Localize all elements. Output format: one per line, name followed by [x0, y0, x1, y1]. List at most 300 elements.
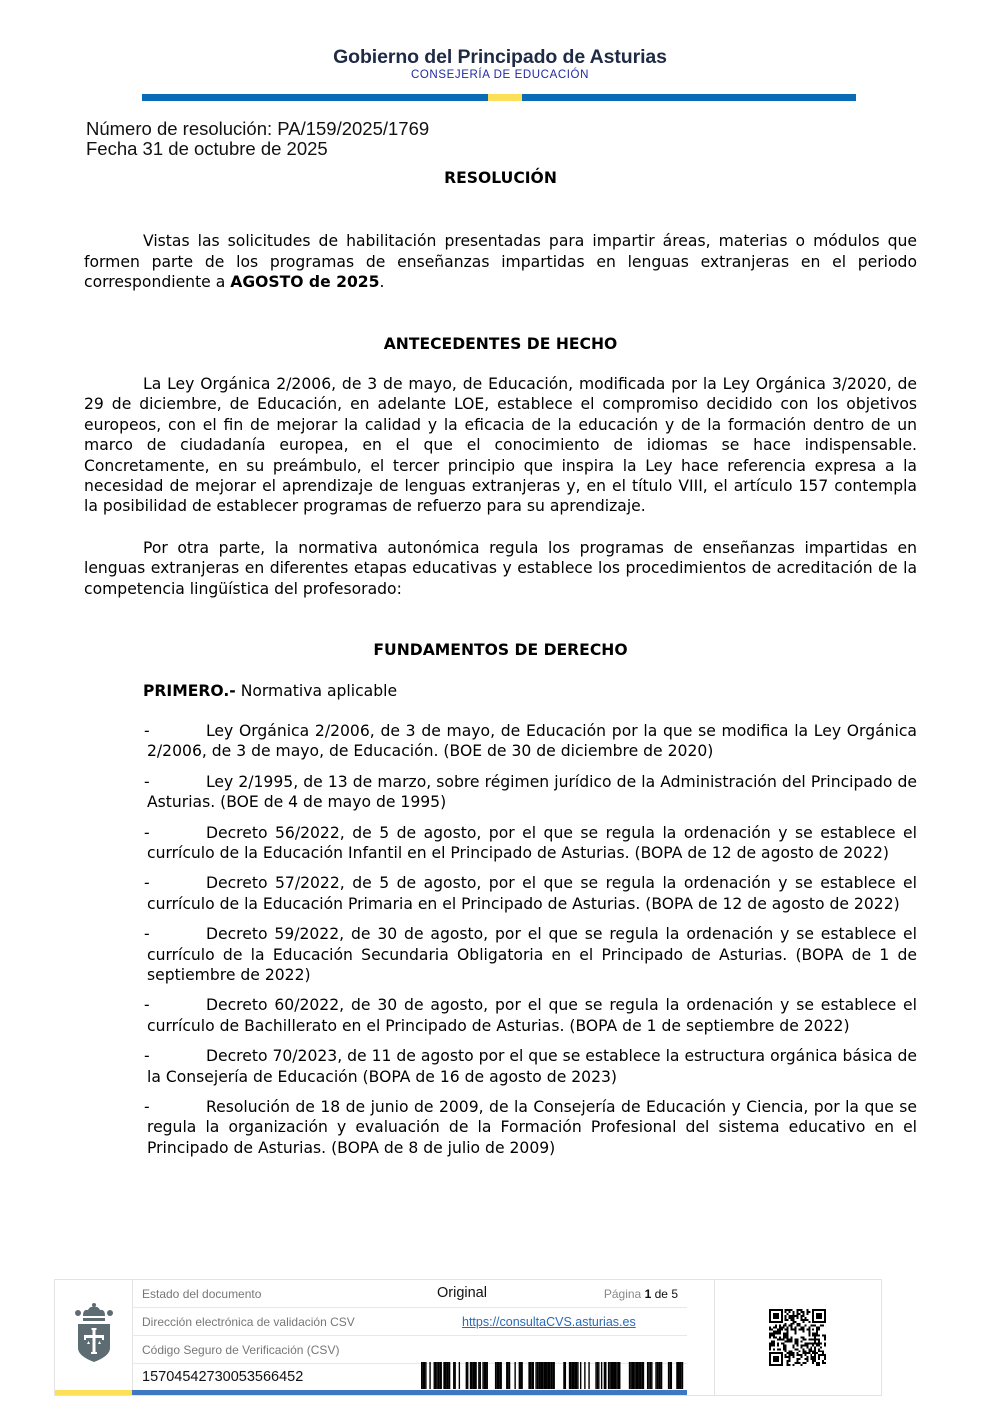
fundamentos-heading: FUNDAMENTOS DE DERECHO — [373, 641, 628, 660]
barcode-bar — [676, 1362, 679, 1389]
qr-module — [787, 1309, 789, 1311]
barcode-bar — [569, 1362, 572, 1389]
qr-module — [781, 1327, 783, 1329]
barcode-bar — [658, 1362, 661, 1389]
qr-module — [787, 1340, 789, 1342]
qr-module — [818, 1335, 820, 1337]
qr-module — [769, 1352, 783, 1354]
qr-module — [812, 1342, 814, 1344]
qr-module — [771, 1342, 773, 1344]
qr-module — [800, 1337, 802, 1339]
qr-module — [810, 1354, 812, 1356]
barcode-bar — [640, 1362, 641, 1389]
qr-module — [777, 1333, 779, 1335]
qr-module — [769, 1337, 771, 1339]
qr-module — [814, 1358, 816, 1360]
qr-module — [824, 1354, 826, 1356]
qr-module — [818, 1327, 820, 1329]
qr-module — [808, 1338, 810, 1340]
qr-module — [812, 1329, 814, 1331]
qr-module — [785, 1309, 787, 1311]
qr-module — [775, 1333, 777, 1335]
qr-module — [810, 1358, 812, 1360]
qr-module — [777, 1344, 779, 1346]
qr-module — [806, 1342, 808, 1344]
qr-module — [775, 1327, 777, 1329]
qr-module — [800, 1346, 802, 1348]
footer-yellow-bar — [55, 1390, 132, 1395]
qr-module — [800, 1356, 802, 1358]
qr-module — [808, 1311, 810, 1313]
qr-module — [769, 1335, 771, 1337]
row-csv-url — [132, 1308, 687, 1336]
primero-label: PRIMERO.- — [143, 681, 236, 700]
qr-module — [816, 1352, 818, 1354]
qr-module — [800, 1340, 802, 1342]
qr-module — [806, 1329, 808, 1331]
qr-module — [814, 1348, 816, 1350]
qr-module — [777, 1331, 779, 1333]
list-bullet: - — [144, 721, 150, 740]
qr-module — [814, 1333, 816, 1335]
resolution-meta — [86, 119, 429, 159]
list-bullet: - — [144, 823, 150, 842]
qr-module — [793, 1329, 795, 1331]
qr-module — [816, 1362, 818, 1364]
qr-module — [816, 1344, 818, 1346]
intro-paragraph — [84, 231, 917, 292]
barcode-bar — [572, 1362, 575, 1389]
qr-module — [812, 1350, 814, 1352]
qr-module — [787, 1338, 789, 1340]
qr-module — [802, 1350, 804, 1352]
qr-module — [804, 1362, 806, 1364]
qr-module — [797, 1313, 799, 1315]
qr-module — [779, 1338, 781, 1340]
qr-module — [818, 1348, 820, 1350]
qr-module — [818, 1350, 820, 1352]
qr-module — [783, 1327, 785, 1329]
qr-module — [804, 1350, 806, 1352]
antecedentes-paragraph-2: Por otra parte, la normativa autonómica regula los programas de enseñanzas impartidas en lenguas extranjeras en diferentes etapas educativas y establece los procedimientos de acreditación de la competencia lingüística del profesorado: — [84, 538, 917, 598]
normativa-item — [84, 772, 917, 813]
qr-module — [804, 1358, 806, 1360]
normativa-item — [84, 1097, 917, 1158]
qr-module — [798, 1309, 800, 1311]
qr-module — [808, 1348, 810, 1350]
qr-module — [802, 1329, 804, 1331]
qr-module — [775, 1325, 777, 1327]
qr-module — [795, 1327, 797, 1329]
barcode-bar — [647, 1362, 648, 1389]
qr-module — [791, 1329, 793, 1331]
qr-module — [800, 1319, 802, 1321]
qr-module — [783, 1344, 785, 1346]
row-estado — [132, 1280, 687, 1308]
barcode-bar — [577, 1362, 578, 1389]
csv-url-label: Dirección electrónica de validación CSV — [142, 1315, 355, 1329]
qr-module — [785, 1311, 787, 1313]
qr-module — [814, 1342, 816, 1344]
qr-module — [797, 1311, 799, 1313]
qr-module — [802, 1327, 804, 1329]
barcode-bar — [679, 1362, 682, 1389]
qr-module — [795, 1342, 797, 1344]
qr-module — [783, 1346, 785, 1348]
barcode-bar — [473, 1362, 474, 1389]
qr-module — [779, 1325, 781, 1327]
qr-module — [804, 1325, 806, 1327]
estado-value: Original — [437, 1285, 487, 1301]
qr-module — [789, 1360, 791, 1362]
qr-module — [808, 1327, 810, 1329]
qr-module — [791, 1319, 793, 1321]
qr-module — [785, 1340, 787, 1342]
barcode-bar — [487, 1362, 488, 1389]
header-color-bar — [142, 94, 856, 101]
qr-module — [789, 1315, 791, 1317]
barcode-bar — [597, 1362, 598, 1389]
qr-module — [787, 1331, 789, 1333]
qr-module — [773, 1342, 775, 1344]
barcode-bar — [499, 1362, 502, 1389]
qr-module — [793, 1344, 795, 1346]
barcode-bar — [470, 1362, 473, 1389]
qr-module — [793, 1319, 795, 1321]
barcode-bar — [613, 1362, 616, 1389]
qr-module — [795, 1321, 797, 1323]
qr-module — [785, 1325, 787, 1327]
qr-module — [795, 1340, 797, 1342]
qr-module — [816, 1364, 818, 1366]
qr-module — [785, 1356, 787, 1358]
normativa-item — [84, 924, 917, 985]
qr-module — [769, 1327, 771, 1329]
qr-module — [797, 1317, 799, 1319]
qr-module — [773, 1331, 775, 1333]
qr-module — [787, 1364, 789, 1366]
qr-module — [785, 1329, 787, 1331]
qr-module — [800, 1311, 802, 1313]
qr-module — [810, 1350, 812, 1352]
qr-module — [822, 1360, 824, 1362]
qr-module — [791, 1350, 793, 1352]
barcode-bar — [616, 1362, 617, 1389]
qr-module — [822, 1335, 824, 1337]
verification-table — [132, 1280, 687, 1395]
qr-module — [824, 1337, 826, 1339]
qr-module — [779, 1329, 781, 1331]
barcode-bar — [480, 1362, 481, 1389]
qr-module — [810, 1342, 812, 1344]
qr-module — [820, 1342, 822, 1344]
barcode-bar — [425, 1362, 426, 1389]
barcode-bar — [514, 1362, 515, 1389]
qr-module — [779, 1333, 781, 1335]
normativa-item-text: Decreto 59/2022, de 30 de agosto, por el que se regula la ordenación y se establece el currículo de la Educación Secundaria Obligatoria en el Principado de Asturias. (BOPA de 1 de septiembre de 2022) — [147, 925, 917, 984]
barcode-bar — [604, 1362, 607, 1389]
qr-module — [777, 1342, 779, 1344]
qr-module — [798, 1325, 800, 1327]
qr-module — [789, 1352, 791, 1354]
qr-module — [812, 1309, 814, 1323]
qr-module — [773, 1340, 775, 1342]
barcode-bar — [548, 1362, 551, 1389]
document-body — [84, 168, 917, 1168]
qr-module — [769, 1333, 771, 1335]
qr-module — [810, 1346, 812, 1348]
qr-module — [791, 1337, 793, 1339]
barcode-bar — [495, 1362, 496, 1389]
qr-module — [816, 1342, 818, 1344]
antecedentes-heading: ANTECEDENTES DE HECHO — [383, 334, 618, 353]
qr-module — [785, 1346, 787, 1348]
normativa-item — [84, 1046, 917, 1087]
qr-module — [802, 1337, 804, 1339]
qr-module — [769, 1309, 783, 1311]
barcode-bar — [563, 1362, 566, 1389]
qr-module — [824, 1335, 826, 1337]
qr-module — [793, 1317, 795, 1319]
qr-module — [800, 1309, 802, 1311]
barcode-bar — [454, 1362, 455, 1389]
qr-module — [812, 1352, 814, 1354]
qr-module — [773, 1313, 779, 1319]
qr-module — [773, 1333, 775, 1335]
qr-module — [771, 1333, 773, 1335]
page-prefix: Página — [603, 1287, 642, 1301]
qr-module — [822, 1350, 824, 1352]
page-indicator — [604, 1287, 678, 1301]
qr-module — [791, 1354, 793, 1356]
qr-module — [808, 1333, 810, 1335]
csv-code-value: 15704542730053566452 — [142, 1369, 304, 1385]
qr-module — [798, 1313, 800, 1315]
barcode-bar — [554, 1362, 555, 1389]
normativa-item — [84, 873, 917, 914]
qr-module — [812, 1338, 814, 1340]
barcode-bar — [584, 1362, 585, 1389]
qr-module — [814, 1338, 816, 1340]
normativa-item-text: Decreto 60/2022, de 30 de agosto, por el que se regula la ordenación y se establece el currículo de Bachillerato en el Principado de Asturias. (BOPA de 1 de septiembre de 2022) — [147, 996, 917, 1035]
barcode-bar — [439, 1362, 442, 1389]
qr-module — [795, 1315, 797, 1317]
normativa-item — [84, 823, 917, 864]
barcode-bar — [547, 1362, 548, 1389]
qr-module — [814, 1340, 816, 1342]
barcode-bar — [601, 1362, 602, 1389]
qr-module — [808, 1331, 810, 1333]
qr-module — [802, 1352, 804, 1354]
qr-module — [818, 1362, 820, 1364]
barcode-bar — [506, 1362, 509, 1389]
qr-module — [793, 1313, 795, 1315]
qr-module — [818, 1358, 820, 1360]
barcode-bar — [655, 1362, 656, 1389]
qr-module — [800, 1317, 802, 1319]
barcode-bar — [552, 1362, 553, 1389]
qr-code-icon — [769, 1309, 826, 1366]
qr-module — [822, 1325, 824, 1327]
qr-module — [816, 1327, 818, 1329]
csv-validation-link[interactable]: https://consultaCVS.asturias.es — [462, 1315, 636, 1329]
qr-module — [804, 1354, 806, 1356]
normativa-item-text: Decreto 70/2023, de 11 de agosto por el que se establece la estructura orgánica básica de la Consejería de Educación (BOPA de 16 de agosto de 2023) — [147, 1047, 917, 1086]
qr-module — [814, 1354, 816, 1356]
qr-module — [824, 1344, 826, 1346]
qr-module — [806, 1319, 808, 1321]
qr-module — [818, 1340, 820, 1342]
barcode-bar — [436, 1362, 437, 1389]
qr-module — [800, 1315, 802, 1317]
barcode-bar — [669, 1362, 672, 1389]
qr-module — [797, 1323, 799, 1325]
qr-module — [769, 1348, 771, 1350]
qr-module — [806, 1309, 808, 1311]
qr-module — [797, 1342, 799, 1344]
qr-module — [785, 1315, 787, 1317]
barcode-bar — [634, 1362, 635, 1389]
qr-module — [820, 1346, 822, 1348]
barcode-bar — [531, 1362, 534, 1389]
qr-module — [793, 1356, 795, 1358]
qr-module — [812, 1358, 814, 1360]
qr-module — [818, 1364, 820, 1366]
qr-module — [783, 1337, 785, 1339]
qr-module — [818, 1338, 820, 1340]
qr-module — [824, 1362, 826, 1364]
qr-module — [824, 1358, 826, 1360]
qr-module — [769, 1342, 771, 1344]
qr-module — [773, 1356, 779, 1362]
qr-module — [802, 1331, 804, 1333]
qr-module — [797, 1315, 799, 1317]
qr-module — [791, 1325, 793, 1327]
barcode-bar — [429, 1362, 430, 1389]
qr-module — [785, 1323, 787, 1325]
qr-module — [797, 1340, 799, 1342]
qr-module — [777, 1338, 779, 1340]
resolution-number: Número de resolución: PA/159/2025/1769 — [86, 118, 430, 139]
qr-module — [818, 1354, 820, 1356]
qr-module — [787, 1335, 789, 1337]
qr-module — [824, 1356, 826, 1358]
barcode-bar — [443, 1362, 446, 1389]
qr-module — [800, 1354, 802, 1356]
qr-module — [789, 1354, 791, 1356]
qr-module — [804, 1342, 806, 1344]
qr-module — [777, 1329, 779, 1331]
intro-end: . — [379, 273, 385, 292]
qr-module — [797, 1362, 799, 1364]
barcode-bar — [629, 1362, 630, 1389]
qr-module — [773, 1348, 775, 1350]
resolution-date: Fecha 31 de octubre de 2025 — [86, 138, 328, 159]
qr-module — [771, 1340, 773, 1342]
qr-module — [793, 1315, 795, 1317]
qr-module — [820, 1354, 822, 1356]
qr-module — [824, 1342, 826, 1344]
normativa-item-text: Ley 2/1995, de 13 de marzo, sobre régimen jurídico de la Administración del Principado de Asturias. (BOE de 4 de mayo de 1995) — [147, 772, 917, 812]
page-sep: de — [654, 1287, 668, 1301]
list-bullet: - — [144, 772, 150, 791]
qr-module — [812, 1335, 814, 1337]
qr-module — [806, 1313, 808, 1315]
qr-module — [806, 1358, 808, 1360]
qr-module — [797, 1354, 799, 1356]
qr-module — [769, 1309, 771, 1323]
qr-module — [798, 1329, 800, 1331]
qr-module — [789, 1350, 791, 1352]
barcode-bar — [611, 1362, 614, 1389]
qr-module — [812, 1362, 814, 1364]
barcode-bar — [580, 1362, 581, 1389]
qr-module — [806, 1356, 808, 1358]
qr-module — [814, 1337, 816, 1339]
barcode-bar — [467, 1362, 468, 1389]
normativa-list — [84, 721, 917, 1158]
qr-module — [816, 1335, 818, 1337]
barcode-bar — [519, 1362, 520, 1389]
barcode-bar — [657, 1362, 658, 1389]
qr-module — [802, 1311, 804, 1313]
qr-module — [808, 1321, 810, 1323]
qr-module — [779, 1337, 781, 1339]
qr-module — [818, 1342, 820, 1344]
qr-module — [802, 1321, 804, 1323]
qr-module — [798, 1362, 800, 1364]
qr-module — [773, 1327, 775, 1329]
qr-module — [789, 1309, 791, 1311]
list-bullet: - — [144, 996, 150, 1015]
qr-module — [793, 1321, 795, 1323]
qr-module — [814, 1356, 816, 1358]
qr-module — [810, 1356, 812, 1358]
barcode-bar — [474, 1362, 477, 1389]
barcode-bar — [482, 1362, 483, 1389]
qr-module — [781, 1342, 783, 1344]
qr-module — [798, 1358, 800, 1360]
list-bullet: - — [144, 1047, 150, 1066]
qr-module — [795, 1338, 797, 1340]
qr-module — [812, 1333, 814, 1335]
barcode-bar — [459, 1362, 460, 1389]
barcode-bar — [598, 1362, 599, 1389]
qr-module — [800, 1344, 802, 1346]
qr-module — [814, 1350, 816, 1352]
qr-module — [787, 1360, 789, 1362]
qr-module — [769, 1352, 771, 1366]
qr-module — [787, 1337, 789, 1339]
qr-module — [797, 1338, 799, 1340]
qr-module — [797, 1348, 799, 1350]
qr-module — [804, 1344, 806, 1346]
qr-module — [806, 1344, 808, 1346]
qr-module — [808, 1352, 810, 1354]
qr-module — [816, 1329, 818, 1331]
qr-module — [814, 1346, 816, 1348]
qr-module — [791, 1327, 793, 1329]
barcode-bar — [632, 1362, 635, 1389]
emblem-cell — [55, 1280, 133, 1395]
qr-module — [798, 1350, 800, 1352]
qr-module — [769, 1321, 783, 1323]
qr-module — [812, 1321, 826, 1323]
qr-module — [812, 1325, 814, 1327]
qr-module — [806, 1346, 808, 1348]
barcode-bar — [639, 1362, 640, 1389]
qr-module — [773, 1337, 775, 1339]
